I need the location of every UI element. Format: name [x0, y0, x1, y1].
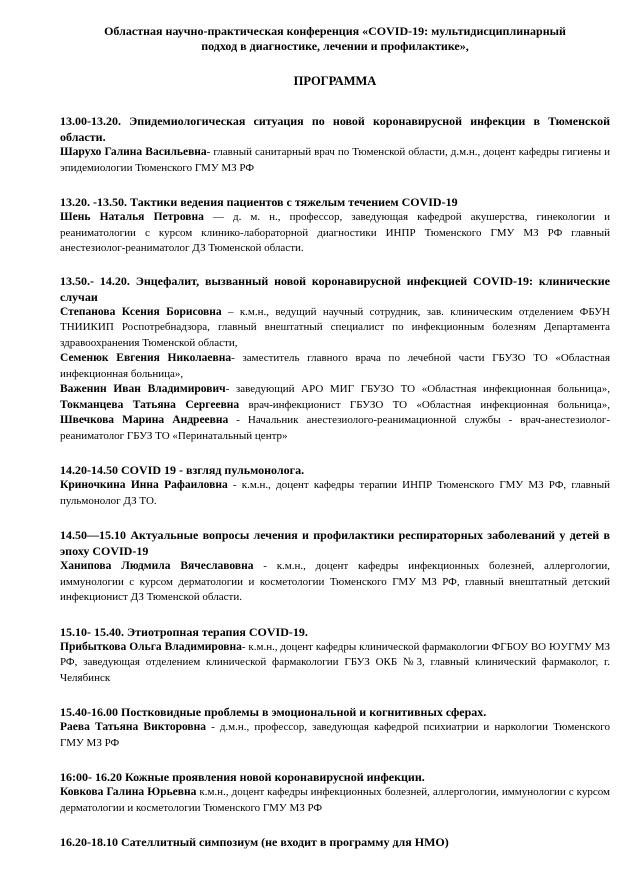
- session-heading: [60, 113, 610, 145]
- session-title: Постковидные проблемы в эмоциональной и когнитивных сферах.: [121, 705, 487, 719]
- sessions-list: [60, 113, 610, 850]
- session-speakers: [60, 640, 610, 687]
- program-session: [60, 704, 610, 751]
- speaker-name: Раева Татьяна Викторовна: [60, 721, 207, 733]
- speaker-name: Криночкина Инна Рафаиловна: [60, 479, 228, 491]
- speaker-description: - к.м.н., доцент кафедры терапии ИНПР Тюменского ГМУ МЗ РФ, главный пульмонолог ДЗ ТО.: [60, 479, 611, 507]
- session-time: 16:00- 16.20: [60, 770, 122, 784]
- session-heading: [60, 769, 610, 785]
- session-heading: [60, 704, 610, 720]
- conference-title-line1: Областная научно-практическая конференция «COVID-19: мультидисциплинарный: [104, 24, 566, 38]
- speaker-name: Шень Наталья Петровна: [60, 211, 204, 223]
- speaker-name: Степанова Ксения Борисовна: [60, 305, 222, 318]
- session-time: 14.50—15.10: [60, 528, 126, 542]
- speaker-description: врач-инфекционист ГБУЗО ТО «Областная инфекционная больница»,: [239, 398, 611, 411]
- session-title: Сателлитный симпозиум (не входит в программу для НМО): [121, 835, 449, 849]
- speaker-name: Швечкова Марина Андреевна: [60, 414, 229, 426]
- conference-title-line2: подход в диагностике, лечении и профилактике»,: [201, 39, 469, 53]
- program-heading: ПРОГРАММА: [293, 74, 377, 88]
- session-time: 13.20. -13.50.: [60, 195, 127, 209]
- session-title: Актуальные вопросы лечения и профилактики респираторных заболеваний у детей в эпоху COVID-19: [60, 528, 611, 558]
- speaker-description: - Начальник анестезиолого-реанимационной службы - врач-анестезиолог-реаниматолог ГБУЗ ТО «Перинатальный центр»: [60, 414, 610, 442]
- session-heading: [60, 624, 610, 640]
- speaker-description: к.м.н., доцент кафедры инфекционных болезней, аллергологии, иммунологии с курсом дерматологии и косметологии Тюменского ГМУ МЗ РФ: [60, 786, 610, 814]
- speaker-name: Важенин Иван Владимирович: [60, 383, 226, 395]
- speaker-name: Ковкова Галина Юрьевна: [60, 786, 197, 798]
- conference-title: [60, 24, 610, 54]
- session-title: COVID 19 - взгляд пульмонолога.: [121, 463, 305, 477]
- speaker-name: Ханипова Людмила Вячеславовна: [60, 560, 254, 572]
- session-heading: [60, 462, 610, 478]
- session-speakers: [60, 559, 610, 606]
- session-time: 15.40-16.00: [60, 705, 118, 719]
- speaker-name: Прибыткова Ольга Владимировна: [60, 640, 242, 653]
- session-title: Кожные проявления новой коронавирусной инфекции.: [125, 770, 425, 784]
- session-title: Тактики ведения пациентов с тяжелым течением COVID-19: [130, 195, 458, 209]
- session-speakers: [60, 145, 610, 176]
- program-session: [60, 769, 610, 816]
- session-title: Энцефалит, вызванный новой коронавирусной инфекцией COVID-19: клинические случаи: [60, 273, 610, 304]
- program-session: [60, 273, 610, 445]
- program-session: [60, 113, 610, 176]
- program-session: [60, 462, 610, 509]
- session-speakers: [60, 785, 610, 816]
- session-heading: [60, 834, 610, 850]
- session-time: 13.50.- 14.20.: [60, 273, 130, 288]
- speaker-name: Семенюк Евгения Николаевна: [60, 352, 232, 364]
- speaker-name: Шарухо Галина Васильевна: [60, 146, 207, 158]
- session-speakers: [60, 210, 610, 257]
- session-speakers: [60, 305, 610, 445]
- session-speakers: [60, 478, 610, 509]
- speaker-description: - главный санитарный врач по Тюменской области, д.м.н., доцент кафедры гигиены и эпидемиологии Тюменского ГМУ МЗ РФ: [60, 146, 611, 174]
- session-speakers: [60, 720, 610, 751]
- program-session: [60, 834, 610, 850]
- session-title: Эпидемиологическая ситуация по новой коронавирусной инфекции в Тюменской области.: [60, 114, 610, 144]
- session-time: 15.10- 15.40.: [60, 624, 124, 639]
- program-session: [60, 527, 610, 606]
- speaker-description: - заместитель главного врача по лечебной части ГБУЗО ТО «Областная инфекционная больница»,: [60, 352, 610, 380]
- speaker-description: - д.м.н., профессор, заведующая кафедрой психиатрии и наркологии Тюменского ГМУ МЗ РФ: [60, 721, 610, 749]
- program-session: [60, 624, 610, 687]
- document-page: [60, 24, 610, 850]
- speaker-description: - к.м.н., доцент кафедры инфекционных болезней, аллергологии, иммунологии с курсом дерматологии и косметологии Тюменского ГМУ МЗ РФ, главный внештатный детский инфекционист ДЗ Тюменской области.: [60, 560, 610, 603]
- session-heading: [60, 273, 610, 305]
- speaker-description: - заведующий АРО МИГ ГБУЗО ТО «Областная инфекционная больница»,: [225, 383, 611, 395]
- program-session: [60, 194, 610, 257]
- speaker-description: - к.м.н., доцент кафедры клинической фармакологии ФГБОУ ВО ЮУГМУ МЗ РФ, заведующая отделением клинической фармакологии ГБУЗ ОКБ №3, главный клинический фармаколог, г. Челябинск: [60, 640, 610, 684]
- session-heading: [60, 194, 610, 210]
- session-time: 14.20-14.50: [60, 463, 118, 477]
- speaker-name: Токманцева Татьяна Сергеевна: [60, 398, 240, 411]
- speaker-description: — д. м. н., профессор, заведующая кафедрой акушерства, гинекологии и реаниматологии с курсом клинико-лабораторной диагностики ИНПР Тюменского ГМУ МЗ РФ главный анестезиолог-реаниматолог ДЗ Тюменской области.: [60, 211, 610, 254]
- session-heading: [60, 527, 610, 559]
- speaker-description: – к.м.н., ведущий научный сотрудник, зав. клиническим отделением ФБУН ТНИИКИП Роспотребнадзора, главный внештатный специалист по инфекционным болезням Департамента здравоохранения Тюменской области,: [60, 305, 610, 349]
- session-time: 13.00-13.20.: [60, 114, 121, 128]
- session-time: 16.20-18.10: [60, 835, 118, 849]
- session-title: Этиотропная терапия COVID-19.: [127, 624, 308, 639]
